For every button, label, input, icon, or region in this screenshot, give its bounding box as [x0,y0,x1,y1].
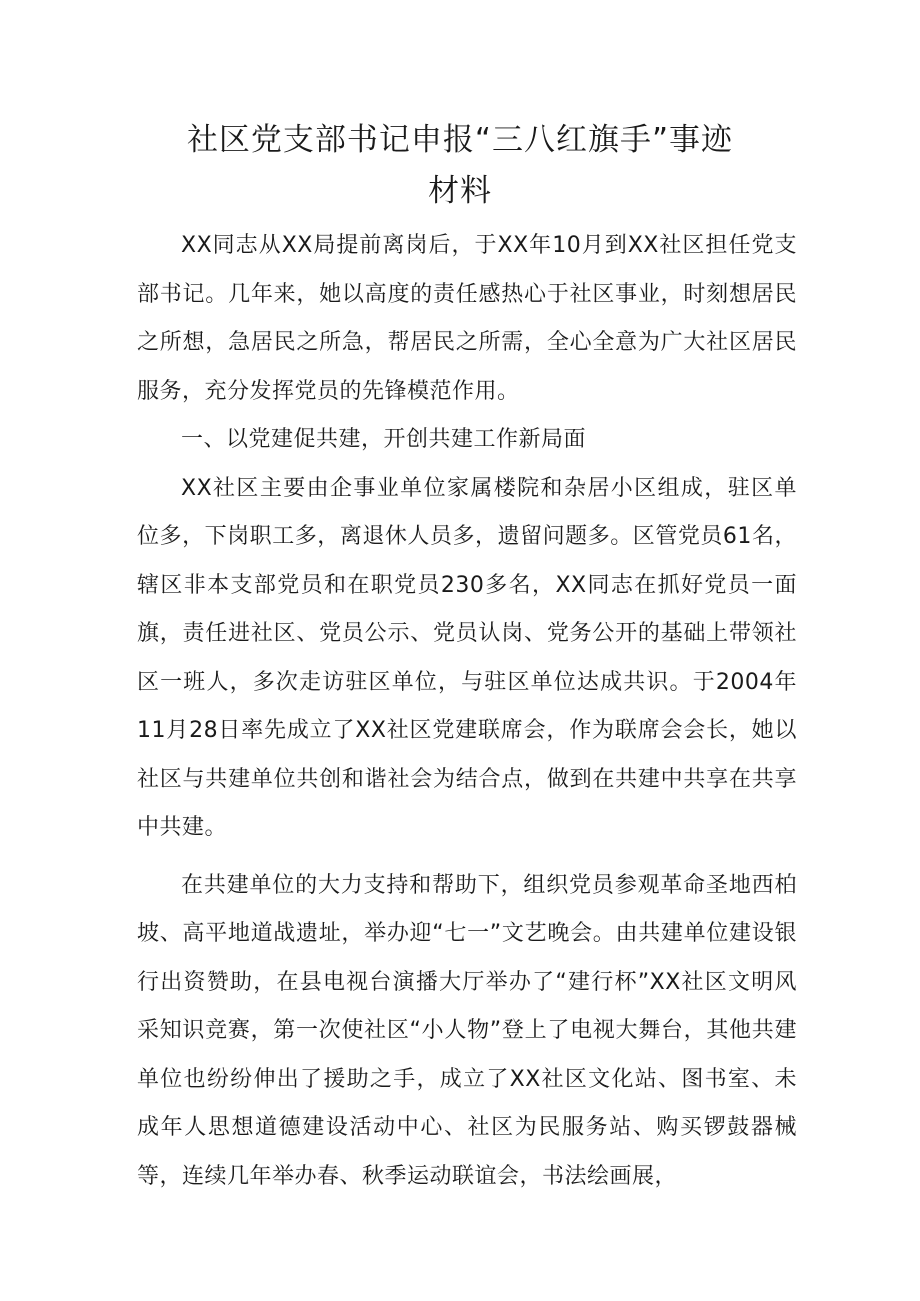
document-title-line-1: 社区党支部书记申报“三八红旗手”事迹 [186,122,734,158]
document-body [137,222,797,1201]
paragraph-community: XX社区主要由企事业单位家属楼院和杂居小区组成，驻区单位多，下岗职工多，离退休人员多，遗留问题多。区管党员61名，辖区非本支部党员和在职党员230多名，XX同志在抓好党员一面旗，责任进社区、党员公示、党员认岗、党务公开的基础上带领社区一班人，多次走访驻区单位，与驻区单位达成共识。于2004年11月28日率先成立了XX社区党建联席会，作为联席会会长，她以社区与共建单位共创和谐社会为结合点，做到在共建中共享在共享中共建。 [137,475,797,840]
section-heading-1: 一、以党建促共建，开创共建工作新局面 [181,427,587,452]
document-title-line-2: 材料 [428,173,492,209]
paragraph-intro: XX同志从XX局提前离岗后，于XX年10月到XX社区担任党支部书记。几年来，她以高度的责任感热心于社区事业，时刻想居民之所想，急居民之所急，帮居民之所需，全心全意为广大社区居民服务，充分发挥党员的先锋模范作用。 [137,233,797,404]
paragraph-cobuilding: 在共建单位的大力支持和帮助下，组织党员参观革命圣地西柏坡、高平地道战遗址，举办迎“七一”文艺晚会。由共建单位建设银行出资赞助，在县电视台演播大厅举办了“建行杯”XX社区文明风采知识竞赛，第一次使社区“小人物”登上了电视大舞台，其他共建单位也纷纷伸出了援助之手，成立了XX社区文化站、图书室、未成年人思想道德建设活动中心、社区为民服务站、购买锣鼓器械等，连续几年举办春、秋季运动联谊会，书法绘画展， [137,872,797,1189]
